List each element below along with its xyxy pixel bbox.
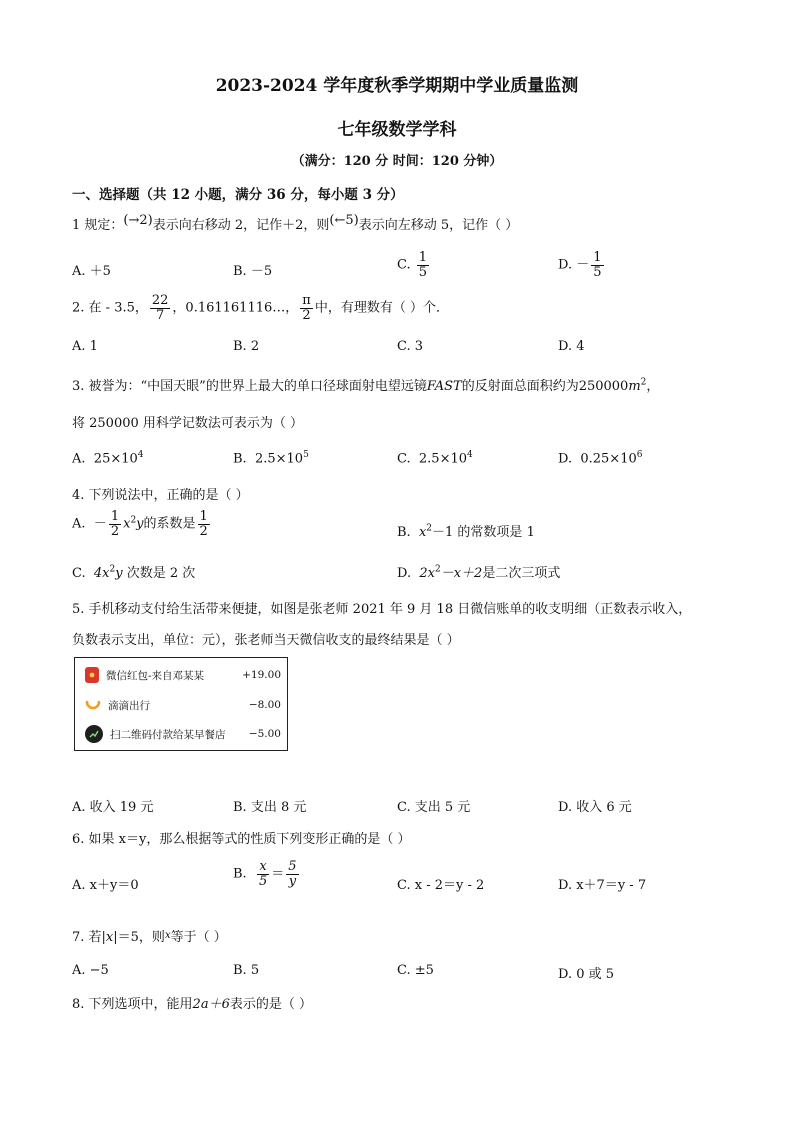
exam-title: 2023-2024 学年度秋季学期期中学业质量监测: [215, 76, 579, 96]
wechat-bill-figure: [74, 657, 288, 751]
exam-meta: （满分：120 分 时间：120 分钟）: [291, 154, 503, 169]
q3-unit-sup: 2: [640, 377, 647, 388]
q1-mid1: 表示向右移动 2，记作＋2，则: [152, 218, 330, 233]
question-3-line1: [72, 375, 659, 394]
question-1-stem: [72, 214, 518, 233]
question-5-line1: 5. 手机移动支付给生活带来便捷，如图是张老师 2021 年 9 月 18 日微信账单的收支明细（正数表示收入，: [72, 602, 692, 617]
q3-option-c: C. $2.5\times 10^4$: [397, 450, 473, 467]
question-3-line2: 将 250000 用科学记数法可表示为（ ）: [72, 416, 304, 431]
q3-line1-pre: 3. 被誉为：“中国天眼”的世界上最大的单口径球面射电望远镜: [72, 379, 427, 394]
q1-mid2: 表示向左移动 5，记作（ ）: [358, 218, 519, 233]
q7-option-b: B. 5: [233, 963, 260, 978]
q4-option-c: C. $4x^2y$ 次数是 2 次: [72, 564, 196, 581]
question-5-line2: 负数表示支出，单位：元），张老师当天微信收支的最终结果是（ ）: [72, 633, 460, 648]
q4-option-a: A. － $\frac{1}{2}$ $x^2y$的系数是 $\frac{1}{2}$: [72, 509, 208, 539]
q5-option-c: C. 支出 5 元: [397, 800, 471, 815]
qr-pay-icon: [85, 725, 103, 743]
q4-option-b: B. $x^2-1$ 的常数项是 1: [397, 523, 535, 540]
question-7-stem: 7. 若|x|＝5，则$^x$等于（ ）: [72, 930, 227, 945]
q7-option-c: C. ±5: [397, 963, 434, 978]
subject-title: 七年级数学学科: [337, 120, 457, 140]
bill-row: 微信红包-来自邓某某 +19.00: [85, 663, 281, 687]
q2-option-c: C. 3: [397, 339, 424, 354]
q5-option-a: A. 收入 19 元: [72, 800, 154, 815]
q1-arrow-right: (→2): [123, 213, 153, 228]
q2-option-a: A. 1: [72, 339, 98, 354]
q1-option-a: A. ＋5: [72, 264, 111, 279]
q2-option-d: D. 4: [558, 339, 585, 354]
q2-mid: ，0.161161116…，: [172, 300, 299, 316]
q1-option-b: B. －5: [233, 264, 273, 279]
q1-arrow-left: (←5): [329, 213, 359, 228]
didi-icon: [85, 697, 101, 713]
q5-option-d: D. 收入 6 元: [558, 800, 632, 815]
q6-option-a: A. x＋y＝0: [72, 878, 139, 893]
q7-option-a: A. −5: [72, 963, 109, 978]
question-2-stem: [72, 294, 449, 322]
bill-row: 扫二维码付款给某早餐店 −5.00: [85, 722, 281, 746]
q3-line1-post: 的反射面总面积约为: [461, 379, 579, 394]
q1-option-c: [397, 251, 431, 279]
q3-unit: m: [628, 379, 641, 394]
red-envelope-icon: [85, 667, 99, 683]
q6-option-c: C. x - 2＝y - 2: [397, 878, 485, 893]
q7-option-d: D. 0 或 5: [558, 967, 615, 982]
q4-option-d: D. $2x^2-x+2$是二次三项式: [397, 564, 561, 581]
q5-option-b: B. 支出 8 元: [233, 800, 307, 815]
q2-fraction-22-7: $\frac{22}{7}$: [151, 293, 169, 323]
question-4-stem: 4. 下列说法中，正确的是（ ）: [72, 488, 249, 503]
q3-option-a: A. $25\times 10^4$: [72, 450, 144, 467]
q2-pre: 2. 在 - 3.5，: [72, 300, 148, 316]
question-6-stem: 6. 如果 x＝y，那么根据等式的性质下列变形正确的是（ ）: [72, 832, 411, 847]
q3-fast: FAST: [426, 379, 462, 394]
q1-d-label: D. －: [558, 257, 590, 273]
bill-row: 滴滴出行 −8.00: [85, 693, 281, 717]
q1-option-d: [558, 251, 606, 279]
q1-d-fraction: $\frac{1}{5}$: [593, 250, 602, 280]
q1-c-label: C.: [397, 257, 411, 273]
q2-fraction-pi-2: $\frac{\pi}{2}$: [302, 293, 311, 323]
q1-pre: 1 规定：: [72, 218, 124, 233]
q2-option-b: B. 2: [233, 339, 260, 354]
q3-option-d: D. $0.25\times 10^6$: [558, 450, 643, 467]
q3-option-b: B. $2.5\times 10^5$: [233, 450, 309, 467]
q1-c-fraction: $\frac{1}{5}$: [418, 250, 428, 280]
question-8-stem: 8. 下列选项中，能用2a＋6表示的是（ ）: [72, 997, 312, 1012]
q2-post: 中，有理数有（ ）个．: [314, 300, 449, 316]
q3-line1-end: ，: [646, 379, 660, 394]
section-heading: 一、选择题（共 12 小题，满分 36 分，每小题 3 分）: [72, 187, 404, 203]
q3-area: 250000: [578, 379, 629, 394]
q6-option-b: B. $\frac{x}{5}$ ＝ $\frac{5}{y}$: [233, 859, 297, 889]
q6-option-d: D. x＋7＝y - 7: [558, 878, 647, 893]
